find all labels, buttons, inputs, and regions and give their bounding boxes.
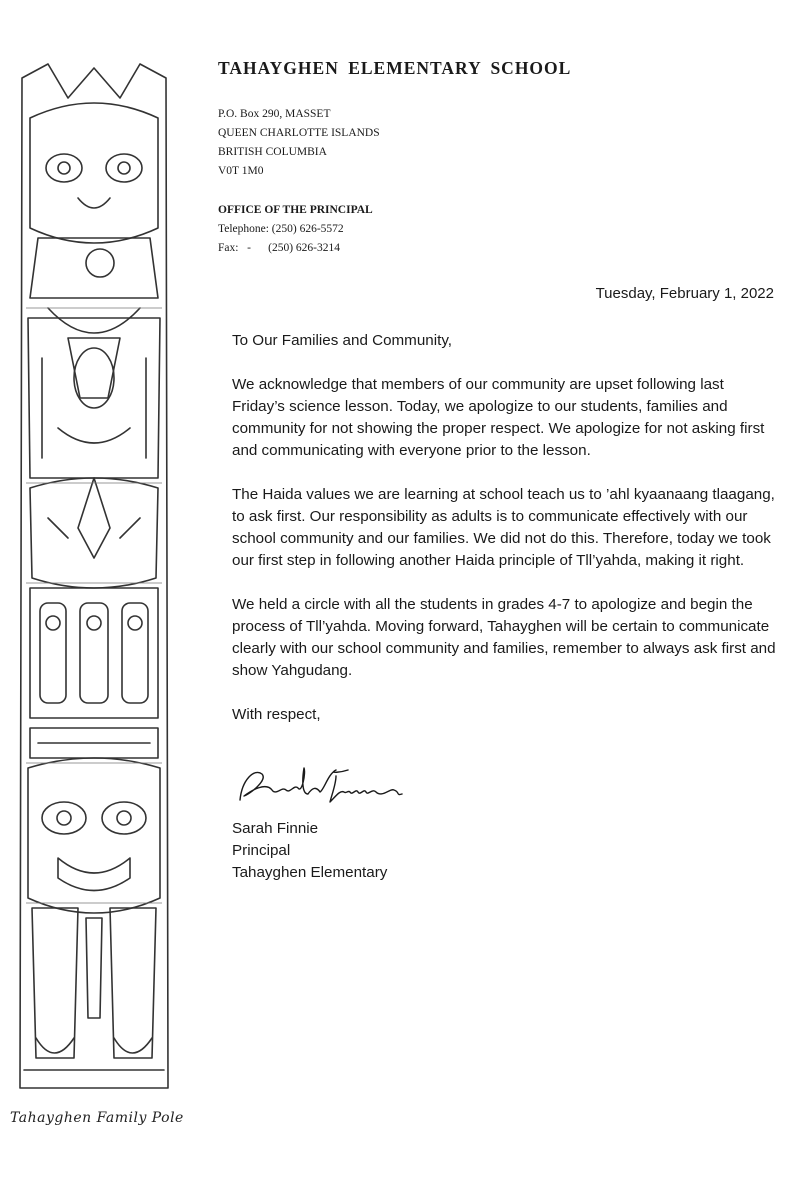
body-paragraph: We held a circle with all the students in grades 4-7 to apologize and begin the process of Tll’yahda. Moving forward, Tahayghen will be certain to communicate clearly with our school community and families, remember to always ask first and show Yahgudang.	[232, 596, 776, 679]
telephone-line: Telephone: (250) 626-5572	[218, 223, 344, 235]
letter-body	[232, 330, 780, 748]
address-line: V0T 1M0	[218, 165, 264, 177]
closing: With respect,	[232, 706, 321, 723]
body-paragraph: We acknowledge that members of our community are upset following last Friday’s science lesson. Today, we apologize to our students, families and community for not showing the proper respect. We apologize for not asking first and communicating with everyone prior to the lesson.	[232, 376, 765, 459]
school-name: TAHAYGHEN ELEMENTARY SCHOOL	[218, 58, 572, 78]
letterhead	[218, 58, 778, 258]
signer-block	[232, 818, 387, 884]
address-line: BRITISH COLUMBIA	[218, 146, 327, 158]
signature-icon	[232, 760, 452, 810]
salutation: To Our Families and Community,	[232, 332, 453, 349]
address-block	[218, 105, 778, 181]
signer-org: Tahayghen Elementary	[232, 864, 388, 881]
office-title: OFFICE OF THE PRINCIPAL	[218, 204, 373, 216]
address-line: QUEEN CHARLOTTE ISLANDS	[218, 127, 380, 139]
body-paragraph: The Haida values we are learning at school teach us to ’ahl kyaanaang tlaagang, to ask first. Our responsibility as adults is to communicate effectively with our school community and our families. We did not do this. Therefore, today we took our first step in following another Haida principle of Tll’yahda, making it right.	[232, 486, 775, 569]
signer-title: Principal	[232, 842, 291, 859]
letter-date: Tuesday, February 1, 2022	[595, 285, 774, 302]
fax-line: Fax: - (250) 626-3214	[218, 242, 341, 254]
totem-pole-illustration	[8, 58, 180, 1094]
totem-caption: Tahayghen Family Pole	[10, 1110, 184, 1126]
signer-name: Sarah Finnie	[232, 820, 319, 837]
address-line: P.O. Box 290, MASSET	[218, 108, 331, 120]
handwritten-signature	[232, 760, 452, 810]
totem-pole-drawing-icon	[8, 58, 180, 1094]
